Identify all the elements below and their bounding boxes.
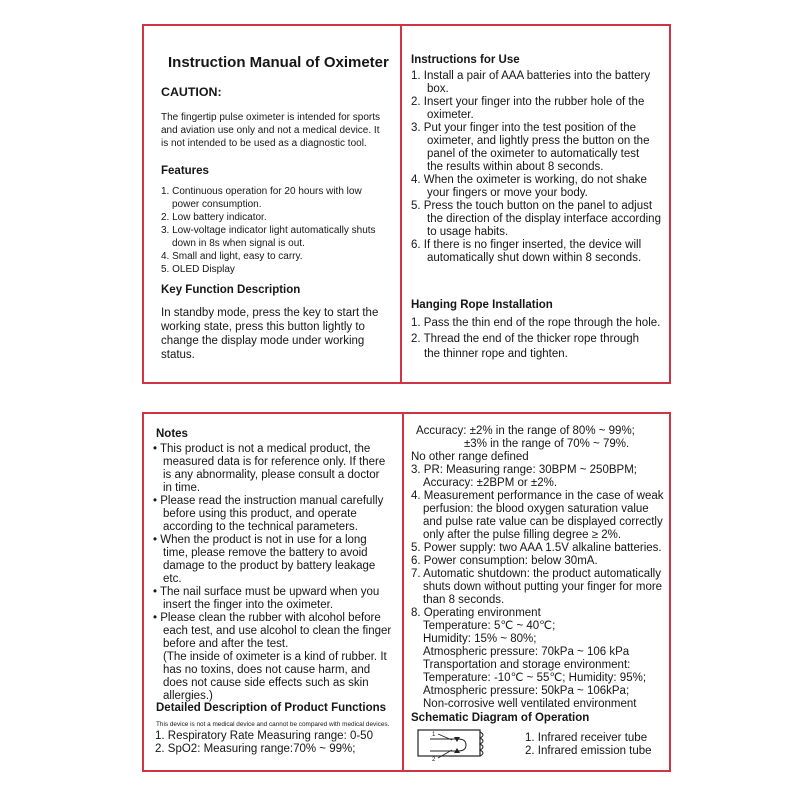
- spec-line: 7. Automatic shutdown: the product automatically: [411, 568, 661, 580]
- spec-line: 3. PR: Measuring range: 30BPM ~ 250BPM;: [411, 464, 637, 476]
- instruction-line: 3. Put your finger into the test position of the: [411, 122, 637, 134]
- top-card-divider: [400, 26, 402, 382]
- rope-line: 2. Thread the end of the thicker rope through: [411, 333, 640, 345]
- spec-line: and pulse rate value can be displayed correctly: [423, 516, 663, 528]
- rope-line: the thinner rope and tighten.: [424, 348, 568, 360]
- spec-line: Atmospheric pressure: 50kPa ~ 106kPa;: [423, 685, 630, 697]
- note-line: has no toxins, does not cause harm, and: [163, 664, 371, 676]
- instruction-line: 1. Install a pair of AAA batteries into the battery: [411, 70, 651, 82]
- note-line: according to the technical parameters.: [163, 521, 358, 533]
- instruction-line: your fingers or move your body.: [427, 187, 588, 199]
- instruction-line: the direction of the display interface according: [427, 213, 661, 225]
- instruction-line: box.: [427, 83, 449, 95]
- spec-line: ±3% in the range of 70% ~ 79%.: [464, 438, 630, 450]
- caution-line: and aviation use only and not a medical device. It: [161, 125, 380, 136]
- key-function-line: In standby mode, press the key to start the: [161, 307, 379, 319]
- spec-line: Atmospheric pressure: 70kPa ~ 106 kPa: [423, 646, 630, 658]
- key-function-line: working state, press this button lightly to: [161, 321, 365, 333]
- note-line: before using this product, and operate: [163, 508, 357, 520]
- caution-heading: CAUTION:: [161, 85, 222, 99]
- note-line: • Please read the instruction manual carefully: [153, 495, 384, 507]
- spec-line: 4. Measurement performance in the case of weak: [411, 490, 664, 502]
- note-line: in time.: [163, 482, 201, 494]
- note-line: • This product is not a medical product, the: [153, 443, 371, 455]
- schematic-diagram: [412, 726, 512, 766]
- instruction-line: oximeter, and lightly press the button on the: [427, 135, 650, 147]
- schematic-line: 2. Infrared emission tube: [525, 745, 652, 757]
- spec-line: Non-corrosive well ventilated environment: [423, 698, 637, 710]
- feature-line: 2. Low battery indicator.: [161, 212, 267, 223]
- note-line: insert the finger into the oximeter.: [163, 599, 334, 611]
- note-line: • When the product is not in use for a long: [153, 534, 367, 546]
- instruction-line: 4. When the oximeter is working, do not shake: [411, 174, 647, 186]
- instruction-line: 2. Insert your finger into the rubber hole of the: [411, 96, 645, 108]
- note-line: time, please remove the battery to avoid: [163, 547, 368, 559]
- features-heading: Features: [161, 165, 209, 177]
- instruction-line: to usage habits.: [427, 226, 509, 238]
- note-line: each test, and use alcohol to clean the finger: [163, 625, 392, 637]
- instruction-line: automatically shut down within 8 seconds.: [427, 252, 642, 264]
- diagram-finger: [430, 739, 466, 751]
- spec-line: Temperature: 5℃ ~ 40℃;: [423, 620, 556, 632]
- notes-heading: Notes: [156, 428, 188, 440]
- spec-line: Transportation and storage environment:: [423, 659, 631, 671]
- bottom-card-divider: [402, 414, 404, 770]
- key-function-heading: Key Function Description: [161, 284, 301, 296]
- feature-line: 5. OLED Display: [161, 264, 235, 275]
- diagram-label-2: 2: [432, 757, 436, 763]
- rope-heading: Hanging Rope Installation: [411, 299, 553, 311]
- note-line: allergies.): [163, 690, 213, 702]
- note-line: is any abnormality, please consult a doctor: [163, 469, 380, 481]
- note-line: before and after the test.: [163, 638, 289, 650]
- feature-line: 4. Small and light, easy to carry.: [161, 251, 303, 262]
- note-line: • The nail surface must be upward when you: [153, 586, 380, 598]
- instruction-line: panel of the oximeter to automatically test: [427, 148, 640, 160]
- spec-line: Accuracy: ±2BPM or ±2%.: [423, 477, 558, 489]
- detail-note: This device is not a medical device and cannot be compared with medical devices.: [156, 721, 390, 728]
- instruction-line: 6. If there is no finger inserted, the device will: [411, 239, 642, 251]
- note-line: damage to the product by battery leakage: [163, 560, 376, 572]
- caution-line: is not intended to be used as a diagnostic tool.: [161, 138, 367, 149]
- spec-line: 5. Power supply: two AAA 1.5V alkaline batteries.: [411, 542, 662, 554]
- schematic-heading: Schematic Diagram of Operation: [411, 712, 590, 724]
- instruction-line: the results within about 8 seconds.: [427, 161, 604, 173]
- feature-line: power consumption.: [172, 199, 262, 210]
- feature-line: 1. Continuous operation for 20 hours with low: [161, 186, 362, 197]
- spec-line: Temperature: -10℃ ~ 55℃; Humidity: 95%;: [423, 672, 647, 684]
- manual-title: Instruction Manual of Oximeter: [168, 54, 389, 71]
- instruction-line: oximeter.: [427, 109, 474, 121]
- detail-heading: Detailed Description of Product Functions: [156, 702, 387, 714]
- top-card: [142, 24, 671, 384]
- note-line: measured data is for reference only. If there: [163, 456, 386, 468]
- key-function-line: status.: [161, 349, 195, 361]
- note-line: does not cause side effects such as skin: [163, 677, 369, 689]
- spec-line: Accuracy: ±2% in the range of 80% ~ 99%;: [416, 425, 635, 437]
- bottom-card: [142, 412, 671, 772]
- detail-line: 2. SpO2: Measuring range:70% ~ 99%;: [155, 743, 356, 755]
- spec-line: only after the pulse filling degree ≥ 2%.: [423, 529, 622, 541]
- note-line: etc.: [163, 573, 182, 585]
- instruction-line: 5. Press the touch button on the panel to adjust: [411, 200, 653, 212]
- spec-line: shuts down without putting your finger for more: [423, 581, 663, 593]
- note-line: (The inside of oximeter is a kind of rubber. It: [163, 651, 387, 663]
- schematic-line: 1. Infrared receiver tube: [525, 732, 648, 744]
- spec-line: 6. Power consumption: below 30mA.: [411, 555, 598, 567]
- spec-line: 8. Operating environment: [411, 607, 541, 619]
- instructions-heading: Instructions for Use: [411, 54, 520, 66]
- spec-line: perfusion: the blood oxygen saturation value: [423, 503, 649, 515]
- key-function-line: change the display mode under working: [161, 335, 365, 347]
- diagram-label-1: 1: [432, 732, 436, 738]
- detail-line: 1. Respiratory Rate Measuring range: 0-50: [155, 730, 373, 742]
- feature-line: 3. Low-voltage indicator light automatically shuts: [161, 225, 376, 236]
- feature-line: down in 8s when signal is out.: [172, 238, 305, 249]
- spec-line: Humidity: 15% ~ 80%;: [423, 633, 537, 645]
- caution-line: The fingertip pulse oximeter is intended for sports: [161, 112, 380, 123]
- spec-line: No other range defined: [411, 451, 529, 463]
- rope-line: 1. Pass the thin end of the rope through the hole.: [411, 317, 661, 329]
- spec-line: than 8 seconds.: [423, 594, 505, 606]
- note-line: • Please clean the rubber with alcohol before: [153, 612, 381, 624]
